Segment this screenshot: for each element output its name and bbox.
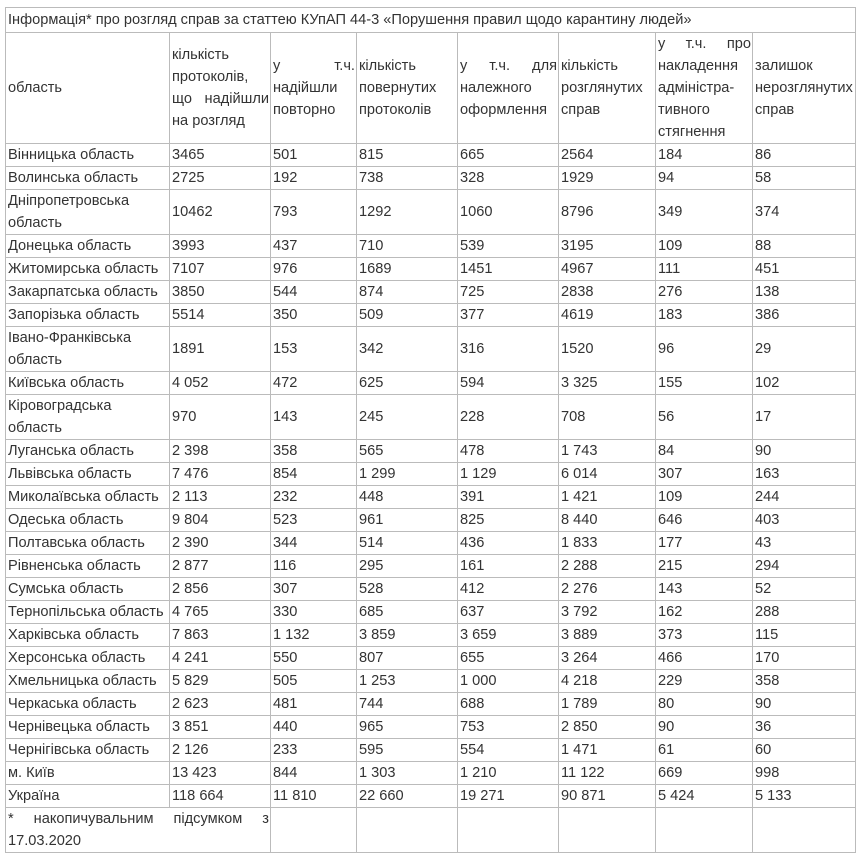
cell-region: Україна: [6, 785, 170, 808]
cell-cases-considered: 8796: [559, 190, 656, 235]
cell-region: Миколаївська область: [6, 486, 170, 509]
cell-for-proper-registration: 1 129: [458, 463, 559, 486]
empty-cell: [559, 808, 656, 853]
cell-unconsidered-remainder: 170: [753, 647, 856, 670]
cell-cases-considered: 708: [559, 395, 656, 440]
cell-region: Чернігівська область: [6, 739, 170, 762]
cell-protocols-received: 3 851: [170, 716, 271, 739]
cell-protocols-received: 13 423: [170, 762, 271, 785]
table-row: [6, 144, 856, 167]
cell-unconsidered-remainder: 451: [753, 258, 856, 281]
cell-for-proper-registration: 478: [458, 440, 559, 463]
cell-received-repeatedly: 153: [271, 327, 357, 372]
cell-returned-protocols: 1 253: [357, 670, 458, 693]
cell-protocols-received: 3465: [170, 144, 271, 167]
cell-unconsidered-remainder: 288: [753, 601, 856, 624]
cell-for-proper-registration: 412: [458, 578, 559, 601]
cell-region: Черкаська область: [6, 693, 170, 716]
cell-region: Хмельницька область: [6, 670, 170, 693]
cell-cases-considered: 4967: [559, 258, 656, 281]
cell-cases-considered: 3195: [559, 235, 656, 258]
table-row: [6, 624, 856, 647]
cell-protocols-received: 7 476: [170, 463, 271, 486]
cell-returned-protocols: 565: [357, 440, 458, 463]
cell-unconsidered-remainder: 386: [753, 304, 856, 327]
cell-protocols-received: 2 126: [170, 739, 271, 762]
cell-region: Житомирська область: [6, 258, 170, 281]
cell-cases-considered: 3 889: [559, 624, 656, 647]
table-row: [6, 167, 856, 190]
cell-received-repeatedly: 358: [271, 440, 357, 463]
cell-returned-protocols: 3 859: [357, 624, 458, 647]
cell-unconsidered-remainder: 86: [753, 144, 856, 167]
cell-received-repeatedly: 437: [271, 235, 357, 258]
cell-received-repeatedly: 232: [271, 486, 357, 509]
cell-administrative-penalty: 183: [656, 304, 753, 327]
cell-protocols-received: 2 398: [170, 440, 271, 463]
cell-for-proper-registration: 316: [458, 327, 559, 372]
cell-administrative-penalty: 143: [656, 578, 753, 601]
cell-region: Чернівецька область: [6, 716, 170, 739]
table-row: [6, 532, 856, 555]
cell-received-repeatedly: 192: [271, 167, 357, 190]
cell-protocols-received: 1891: [170, 327, 271, 372]
cell-protocols-received: 118 664: [170, 785, 271, 808]
cell-unconsidered-remainder: 90: [753, 440, 856, 463]
empty-cell: [656, 808, 753, 853]
cell-protocols-received: 3850: [170, 281, 271, 304]
cell-for-proper-registration: 688: [458, 693, 559, 716]
cell-administrative-penalty: 56: [656, 395, 753, 440]
cell-received-repeatedly: 143: [271, 395, 357, 440]
cell-region: Рівненська область: [6, 555, 170, 578]
cell-for-proper-registration: 1 210: [458, 762, 559, 785]
cell-for-proper-registration: 3 659: [458, 624, 559, 647]
cell-for-proper-registration: 594: [458, 372, 559, 395]
cell-received-repeatedly: 116: [271, 555, 357, 578]
table-row: [6, 190, 856, 235]
cell-unconsidered-remainder: 60: [753, 739, 856, 762]
cell-unconsidered-remainder: 163: [753, 463, 856, 486]
table-row: [6, 555, 856, 578]
empty-cell: [458, 808, 559, 853]
quarantine-cases-table: [5, 7, 856, 853]
cell-received-repeatedly: 481: [271, 693, 357, 716]
cell-administrative-penalty: 5 424: [656, 785, 753, 808]
cell-administrative-penalty: 215: [656, 555, 753, 578]
cell-unconsidered-remainder: 102: [753, 372, 856, 395]
table-row: [6, 785, 856, 808]
cell-returned-protocols: 22 660: [357, 785, 458, 808]
table-row: [6, 693, 856, 716]
cell-cases-considered: 2564: [559, 144, 656, 167]
cell-returned-protocols: 342: [357, 327, 458, 372]
cell-cases-considered: 1 789: [559, 693, 656, 716]
cell-cases-considered: 1 743: [559, 440, 656, 463]
cell-administrative-penalty: 162: [656, 601, 753, 624]
cell-administrative-penalty: 109: [656, 235, 753, 258]
cell-protocols-received: 2725: [170, 167, 271, 190]
cell-region: Дніпропетровська область: [6, 190, 170, 235]
cell-administrative-penalty: 177: [656, 532, 753, 555]
cell-for-proper-registration: 228: [458, 395, 559, 440]
cell-for-proper-registration: 655: [458, 647, 559, 670]
footnote: * накопичувальним підсумком з 17.03.2020: [6, 808, 271, 853]
cell-received-repeatedly: 505: [271, 670, 357, 693]
cell-unconsidered-remainder: 294: [753, 555, 856, 578]
cell-administrative-penalty: 109: [656, 486, 753, 509]
cell-received-repeatedly: 976: [271, 258, 357, 281]
cell-unconsidered-remainder: 998: [753, 762, 856, 785]
table-title: Інформація* про розгляд справ за статтею КУпАП 44-3 «Порушення правил щодо карантину людей»: [6, 8, 856, 33]
cell-for-proper-registration: 391: [458, 486, 559, 509]
cell-administrative-penalty: 307: [656, 463, 753, 486]
cell-unconsidered-remainder: 29: [753, 327, 856, 372]
cell-received-repeatedly: 854: [271, 463, 357, 486]
cell-region: Івано-Франківська область: [6, 327, 170, 372]
cell-cases-considered: 4619: [559, 304, 656, 327]
table-row: [6, 739, 856, 762]
cell-returned-protocols: 874: [357, 281, 458, 304]
cell-region: Закарпатська область: [6, 281, 170, 304]
table-row: [6, 304, 856, 327]
cell-returned-protocols: 738: [357, 167, 458, 190]
cell-for-proper-registration: 377: [458, 304, 559, 327]
cell-returned-protocols: 295: [357, 555, 458, 578]
cell-protocols-received: 3993: [170, 235, 271, 258]
cell-administrative-penalty: 155: [656, 372, 753, 395]
cell-received-repeatedly: 550: [271, 647, 357, 670]
cell-administrative-penalty: 184: [656, 144, 753, 167]
table-row: [6, 440, 856, 463]
cell-region: Одеська область: [6, 509, 170, 532]
cell-protocols-received: 2 623: [170, 693, 271, 716]
cell-administrative-penalty: 111: [656, 258, 753, 281]
cell-returned-protocols: 528: [357, 578, 458, 601]
cell-administrative-penalty: 669: [656, 762, 753, 785]
header-returned-protocols: кількість повернутих протоколів: [357, 33, 458, 144]
cell-for-proper-registration: 1060: [458, 190, 559, 235]
cell-unconsidered-remainder: 244: [753, 486, 856, 509]
cell-region: Полтавська область: [6, 532, 170, 555]
cell-cases-considered: 6 014: [559, 463, 656, 486]
cell-returned-protocols: 685: [357, 601, 458, 624]
header-cases-considered: кількість розглянутих справ: [559, 33, 656, 144]
cell-received-repeatedly: 330: [271, 601, 357, 624]
table-row: [6, 486, 856, 509]
cell-returned-protocols: 1292: [357, 190, 458, 235]
cell-cases-considered: 3 792: [559, 601, 656, 624]
cell-protocols-received: 7 863: [170, 624, 271, 647]
cell-region: Запорізька область: [6, 304, 170, 327]
cell-unconsidered-remainder: 36: [753, 716, 856, 739]
cell-received-repeatedly: 472: [271, 372, 357, 395]
cell-for-proper-registration: 1 000: [458, 670, 559, 693]
cell-unconsidered-remainder: 374: [753, 190, 856, 235]
cell-region: Львівська область: [6, 463, 170, 486]
cell-received-repeatedly: 844: [271, 762, 357, 785]
cell-received-repeatedly: 440: [271, 716, 357, 739]
cell-unconsidered-remainder: 5 133: [753, 785, 856, 808]
table-row: [6, 372, 856, 395]
cell-protocols-received: 2 390: [170, 532, 271, 555]
cell-protocols-received: 2 877: [170, 555, 271, 578]
cell-returned-protocols: 514: [357, 532, 458, 555]
cell-cases-considered: 1 833: [559, 532, 656, 555]
cell-region: Кіровоградська область: [6, 395, 170, 440]
cell-for-proper-registration: 725: [458, 281, 559, 304]
cell-returned-protocols: 1 303: [357, 762, 458, 785]
cell-received-repeatedly: 544: [271, 281, 357, 304]
cell-administrative-penalty: 373: [656, 624, 753, 647]
cell-received-repeatedly: 501: [271, 144, 357, 167]
cell-administrative-penalty: 84: [656, 440, 753, 463]
cell-received-repeatedly: 793: [271, 190, 357, 235]
cell-returned-protocols: 807: [357, 647, 458, 670]
cell-unconsidered-remainder: 52: [753, 578, 856, 601]
cell-region: м. Київ: [6, 762, 170, 785]
cell-cases-considered: 8 440: [559, 509, 656, 532]
cell-unconsidered-remainder: 138: [753, 281, 856, 304]
cell-protocols-received: 2 856: [170, 578, 271, 601]
cell-protocols-received: 4 765: [170, 601, 271, 624]
cell-returned-protocols: 710: [357, 235, 458, 258]
cell-cases-considered: 1929: [559, 167, 656, 190]
cell-cases-considered: 2 276: [559, 578, 656, 601]
table-row: [6, 509, 856, 532]
cell-received-repeatedly: 350: [271, 304, 357, 327]
cell-received-repeatedly: 233: [271, 739, 357, 762]
cell-region: Донецька область: [6, 235, 170, 258]
empty-cell: [271, 808, 357, 853]
table-row: [6, 395, 856, 440]
cell-administrative-penalty: 646: [656, 509, 753, 532]
cell-for-proper-registration: 539: [458, 235, 559, 258]
cell-administrative-penalty: 61: [656, 739, 753, 762]
cell-unconsidered-remainder: 88: [753, 235, 856, 258]
cell-unconsidered-remainder: 58: [753, 167, 856, 190]
table-row: [6, 463, 856, 486]
cell-region: Луганська область: [6, 440, 170, 463]
table-row: [6, 281, 856, 304]
header-for-proper-registration: у т.ч. для належного оформлення: [458, 33, 559, 144]
cell-returned-protocols: 1 299: [357, 463, 458, 486]
cell-for-proper-registration: 161: [458, 555, 559, 578]
cell-for-proper-registration: 436: [458, 532, 559, 555]
cell-received-repeatedly: 11 810: [271, 785, 357, 808]
cell-protocols-received: 2 113: [170, 486, 271, 509]
cell-cases-considered: 3 264: [559, 647, 656, 670]
cell-protocols-received: 970: [170, 395, 271, 440]
cell-unconsidered-remainder: 115: [753, 624, 856, 647]
cell-for-proper-registration: 328: [458, 167, 559, 190]
cell-for-proper-registration: 825: [458, 509, 559, 532]
cell-for-proper-registration: 665: [458, 144, 559, 167]
table-row: [6, 235, 856, 258]
table-row: [6, 578, 856, 601]
cell-returned-protocols: 595: [357, 739, 458, 762]
cell-administrative-penalty: 349: [656, 190, 753, 235]
table-row: [6, 670, 856, 693]
cell-returned-protocols: 965: [357, 716, 458, 739]
table-row: [6, 716, 856, 739]
table-row: [6, 647, 856, 670]
cell-protocols-received: 5514: [170, 304, 271, 327]
cell-unconsidered-remainder: 43: [753, 532, 856, 555]
header-administrative-penalty: у т.ч. про накладення адміністра-тивного стягнення: [656, 33, 753, 144]
cell-returned-protocols: 815: [357, 144, 458, 167]
table-row: [6, 601, 856, 624]
table-row: [6, 258, 856, 281]
cell-administrative-penalty: 466: [656, 647, 753, 670]
cell-region: Харківська область: [6, 624, 170, 647]
cell-cases-considered: 3 325: [559, 372, 656, 395]
cell-region: Херсонська область: [6, 647, 170, 670]
cell-administrative-penalty: 96: [656, 327, 753, 372]
cell-returned-protocols: 744: [357, 693, 458, 716]
cell-cases-considered: 1520: [559, 327, 656, 372]
cell-received-repeatedly: 523: [271, 509, 357, 532]
cell-returned-protocols: 1689: [357, 258, 458, 281]
cell-returned-protocols: 625: [357, 372, 458, 395]
cell-cases-considered: 90 871: [559, 785, 656, 808]
cell-region: Сумська область: [6, 578, 170, 601]
cell-protocols-received: 10462: [170, 190, 271, 235]
cell-region: Тернопільська область: [6, 601, 170, 624]
cell-unconsidered-remainder: 358: [753, 670, 856, 693]
cell-unconsidered-remainder: 90: [753, 693, 856, 716]
cell-protocols-received: 9 804: [170, 509, 271, 532]
cell-returned-protocols: 961: [357, 509, 458, 532]
header-row: [6, 33, 856, 144]
cell-for-proper-registration: 637: [458, 601, 559, 624]
header-protocols-received: кількість протоколів, що надійшли на розгляд: [170, 33, 271, 144]
cell-for-proper-registration: 1451: [458, 258, 559, 281]
cell-administrative-penalty: 94: [656, 167, 753, 190]
cell-region: Київська область: [6, 372, 170, 395]
cell-cases-considered: 2 850: [559, 716, 656, 739]
cell-received-repeatedly: 307: [271, 578, 357, 601]
empty-cell: [753, 808, 856, 853]
cell-received-repeatedly: 1 132: [271, 624, 357, 647]
cell-returned-protocols: 509: [357, 304, 458, 327]
empty-cell: [357, 808, 458, 853]
table-row: [6, 762, 856, 785]
cell-region: Волинська область: [6, 167, 170, 190]
cell-protocols-received: 7107: [170, 258, 271, 281]
cell-for-proper-registration: 19 271: [458, 785, 559, 808]
cell-cases-considered: 1 471: [559, 739, 656, 762]
cell-unconsidered-remainder: 403: [753, 509, 856, 532]
header-region: область: [6, 33, 170, 144]
cell-returned-protocols: 448: [357, 486, 458, 509]
cell-cases-considered: 1 421: [559, 486, 656, 509]
cell-for-proper-registration: 753: [458, 716, 559, 739]
cell-protocols-received: 4 052: [170, 372, 271, 395]
header-unconsidered-remainder: залишок нерозглянутих справ: [753, 33, 856, 144]
cell-protocols-received: 4 241: [170, 647, 271, 670]
cell-administrative-penalty: 90: [656, 716, 753, 739]
cell-cases-considered: 4 218: [559, 670, 656, 693]
table-row: [6, 327, 856, 372]
header-received-repeatedly: у т.ч. надійшли повторно: [271, 33, 357, 144]
cell-region: Вінницька область: [6, 144, 170, 167]
cell-unconsidered-remainder: 17: [753, 395, 856, 440]
cell-administrative-penalty: 229: [656, 670, 753, 693]
footnote-row: [6, 808, 856, 853]
cell-cases-considered: 2 288: [559, 555, 656, 578]
cell-received-repeatedly: 344: [271, 532, 357, 555]
cell-for-proper-registration: 554: [458, 739, 559, 762]
cell-protocols-received: 5 829: [170, 670, 271, 693]
cell-returned-protocols: 245: [357, 395, 458, 440]
cell-cases-considered: 2838: [559, 281, 656, 304]
cell-administrative-penalty: 276: [656, 281, 753, 304]
cell-administrative-penalty: 80: [656, 693, 753, 716]
cell-cases-considered: 11 122: [559, 762, 656, 785]
